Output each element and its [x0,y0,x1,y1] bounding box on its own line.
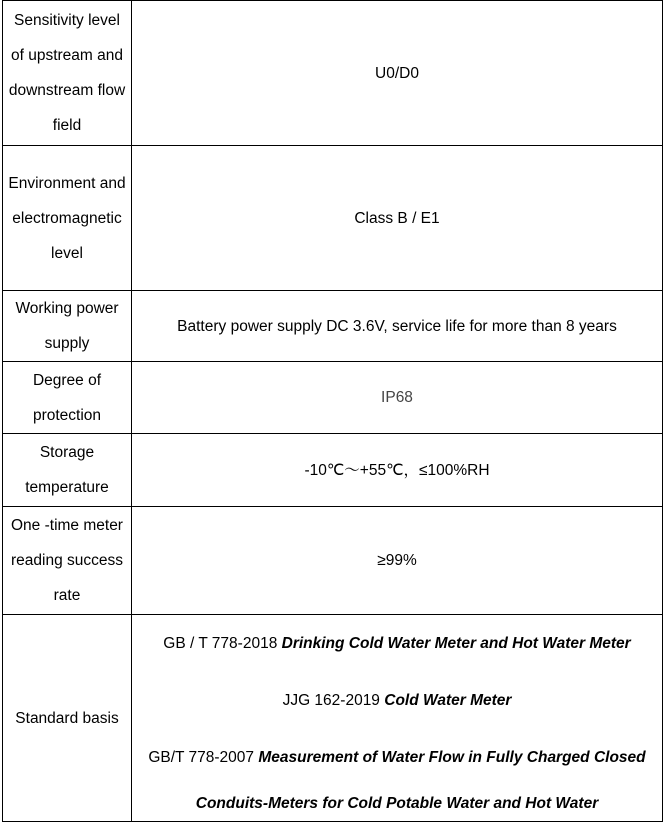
row-label: Sensitivity level of upstream and downstream flow field [3,1,132,146]
table-row [3,146,663,291]
standard-title: Measurement of Water Flow in Fully Charged Closed [258,749,646,766]
spec-table [2,0,663,822]
row-label: Storage temperature [3,434,132,507]
table-row [3,507,663,615]
standard-code: GB/T 778-2007 [148,749,259,766]
standard-title-continued: Conduits-Meters for Cold Potable Water and Hot Water [195,795,599,812]
standard-item [136,729,658,786]
row-value: Class B / E1 [132,146,663,291]
row-label: Environment and electromagnetic level [3,146,132,291]
table-row [3,434,663,507]
standard-list [132,615,663,822]
standard-title: Cold Water Meter [384,692,512,709]
standard-code: GB / T 778-2018 [163,635,282,652]
standard-code: JJG 162-2019 [282,692,385,709]
row-value: Battery power supply DC 3.6V, service life for more than 8 years [132,291,663,362]
table-row [3,362,663,434]
row-value: -10℃～+55℃，≤100%RH [132,434,663,507]
table-row [3,1,663,146]
row-label: Standard basis [3,615,132,822]
row-value: IP68 [132,362,663,434]
row-label: One -time meter reading success rate [3,507,132,615]
row-label: Degree of protection [3,362,132,434]
table-row [3,615,663,822]
row-value: ≥99% [132,507,663,615]
standard-item [136,672,658,729]
table-row [3,291,663,362]
standard-title: Drinking Cold Water Meter and Hot Water Meter [281,635,631,652]
row-value: U0/D0 [132,1,663,146]
standard-item [136,615,658,672]
row-label: Working power supply [3,291,132,362]
